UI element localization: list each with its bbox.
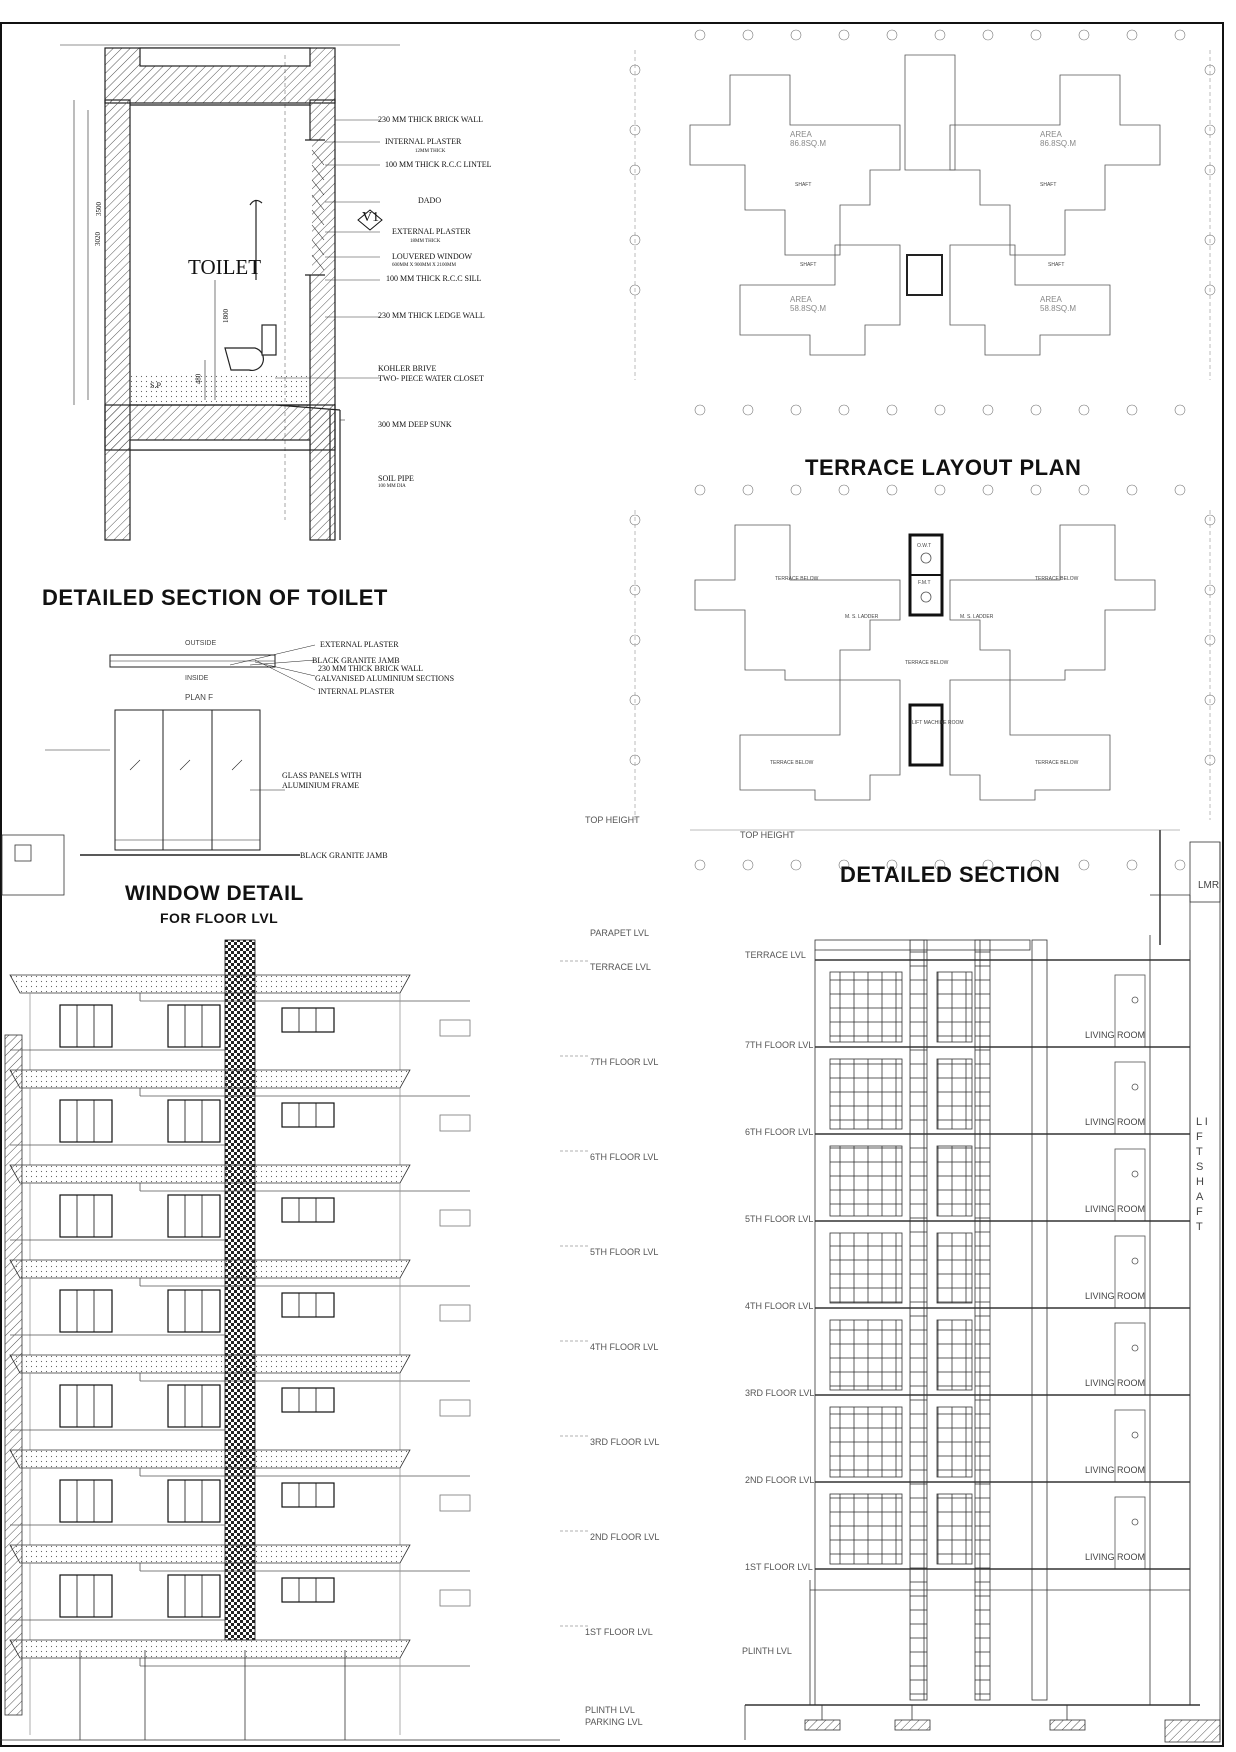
elevation-level-label: TERRACE LVL — [590, 962, 651, 972]
window-note: BLACK GRANITE JAMB — [300, 851, 388, 860]
floor-slab-band — [10, 975, 410, 993]
terrace-plan-lower — [635, 510, 1210, 830]
floor-slab-band — [10, 1165, 410, 1183]
building-section-drawing — [745, 830, 1220, 1742]
elevation-level-label: 4TH FLOOR LVL — [590, 1342, 659, 1352]
elevation-window — [168, 1100, 220, 1142]
elevation-level-label: PLINTH LVL — [585, 1705, 635, 1715]
floor-slab-band — [10, 1260, 410, 1278]
section-level-label: 7TH FLOOR LVL — [745, 1040, 814, 1050]
detailed-section-title: DETAILED SECTION — [840, 862, 1061, 887]
dimension: 1800 — [222, 309, 230, 323]
living-room-label: LIVING ROOM — [1085, 1465, 1146, 1475]
terrace-plan-upper — [635, 50, 1210, 380]
grid-bubbles — [630, 30, 1215, 870]
ladder-label: M. S. LADDER — [960, 614, 994, 620]
terrace-below-label: TERRACE BELOW — [905, 660, 949, 666]
window-note: ALUMINIUM FRAME — [282, 781, 360, 790]
lift-room-label: LIFT MACHINE ROOM — [912, 720, 964, 726]
railing-glass — [440, 1020, 470, 1036]
elevation-window — [282, 1293, 334, 1317]
section-dado-tile — [830, 1320, 902, 1390]
front-elevation-drawing — [0, 940, 590, 1740]
ladder-label: M. S. LADDER — [845, 614, 879, 620]
dimension: 3500 — [95, 202, 103, 216]
window-detail-drawing — [45, 645, 315, 855]
section-level-label: 6TH FLOOR LVL — [745, 1127, 814, 1137]
window-note: BLACK GRANITE JAMB — [312, 656, 400, 665]
toilet-note: 100 MM DIA — [378, 484, 406, 489]
section-dado-tile — [937, 1407, 972, 1477]
living-room-label: LIVING ROOM — [1085, 1291, 1146, 1301]
section-level-label: 5TH FLOOR LVL — [745, 1214, 814, 1224]
terrace-below-label: TERRACE BELOW — [1035, 760, 1079, 766]
section-dado-tile — [830, 1494, 902, 1564]
section-dado-tile — [937, 972, 972, 1042]
window-inside-label: INSIDE — [185, 675, 209, 682]
railing-glass — [440, 1590, 470, 1606]
area-label: AREA 58.8SQ.M — [1040, 295, 1077, 313]
section-level-label: TERRACE LVL — [745, 950, 806, 960]
elevation-window — [168, 1195, 220, 1237]
elevation-level-label: 3RD FLOOR LVL — [590, 1437, 660, 1447]
section-level-label: 1ST FLOOR LVL — [745, 1562, 813, 1572]
toilet-note: 230 MM THICK LEDGE WALL — [378, 311, 485, 320]
railing-glass — [440, 1305, 470, 1321]
toilet-note: 100 MM THICK R.C.C SILL — [386, 274, 482, 283]
floor-slab-band — [10, 1070, 410, 1088]
elevation-window — [168, 1385, 220, 1427]
elevation-window — [60, 1195, 112, 1237]
elevation-level-label: 6TH FLOOR LVL — [590, 1152, 659, 1162]
toilet-note: INTERNAL PLASTER — [385, 137, 462, 146]
terrace-below-label: TERRACE BELOW — [775, 576, 819, 582]
section-dado-tile — [830, 972, 902, 1042]
toilet-room-label: TOILET — [188, 255, 262, 279]
floor-slab-band — [10, 1545, 410, 1563]
section-dado-tile — [937, 1146, 972, 1216]
railing-glass — [440, 1495, 470, 1511]
elevation-level-label: PARKING LVL — [585, 1717, 643, 1727]
section-dado-tile — [937, 1233, 972, 1303]
elevation-window — [168, 1575, 220, 1617]
elevation-window — [60, 1480, 112, 1522]
shaft-label: SHAFT — [800, 262, 817, 268]
window-note: 230 MM THICK BRICK WALL — [318, 664, 424, 673]
elevation-window — [168, 1290, 220, 1332]
toilet-note: 600MM X 900MM X 2100MM — [392, 263, 456, 268]
shaft-label: SHAFT — [1048, 262, 1065, 268]
dimension: 480 — [194, 373, 203, 385]
window-note: INTERNAL PLASTER — [318, 687, 395, 696]
toilet-note: 300 MM DEEP SUNK — [378, 420, 452, 429]
section-dado-tile — [830, 1407, 902, 1477]
toilet-note: 230 MM THICK BRICK WALL — [378, 115, 484, 124]
toilet-note: TWO- PIECE WATER CLOSET — [378, 374, 484, 383]
window-detail-title: WINDOW DETAIL — [125, 882, 304, 905]
section-level-label: PLINTH LVL — [742, 1646, 792, 1656]
elevation-window — [282, 1578, 334, 1602]
railing-glass — [440, 1400, 470, 1416]
elevation-level-label: 7TH FLOOR LVL — [590, 1057, 659, 1067]
section-dado-tile — [830, 1233, 902, 1303]
section-level-label: 2ND FLOOR LVL — [745, 1475, 815, 1485]
living-room-label: LIVING ROOM — [1085, 1378, 1146, 1388]
top-height-label: TOP HEIGHT — [585, 815, 640, 825]
section-dado-tile — [937, 1320, 972, 1390]
floor-slab-band — [10, 1355, 410, 1373]
area-label: AREA 58.8SQ.M — [790, 295, 827, 313]
terrace-below-label: TERRACE BELOW — [770, 760, 814, 766]
elevation-window — [282, 1483, 334, 1507]
toilet-note: DADO — [418, 196, 442, 205]
floor-slab-band — [10, 1640, 410, 1658]
living-room-label: LIVING ROOM — [1085, 1117, 1146, 1127]
railing-glass — [440, 1210, 470, 1226]
window-outside-label: OUTSIDE — [185, 640, 217, 647]
toilet-note: SOIL PIPE — [378, 474, 414, 483]
section-dado-tile — [830, 1059, 902, 1129]
toilet-note: 100 MM THICK R.C.C LINTEL — [385, 160, 492, 169]
section-dado-tile — [937, 1059, 972, 1129]
elevation-window — [60, 1575, 112, 1617]
elevation-window — [168, 1005, 220, 1047]
elevation-window — [60, 1100, 112, 1142]
section-dado-tile — [937, 1494, 972, 1564]
terrace-plan-title: TERRACE LAYOUT PLAN — [805, 455, 1082, 480]
toilet-note: EXTERNAL PLASTER — [392, 227, 471, 236]
section-level-label: 4TH FLOOR LVL — [745, 1301, 814, 1311]
elevation-level-label: 2ND FLOOR LVL — [590, 1532, 660, 1542]
elevation-window — [60, 1290, 112, 1332]
toilet-section-title: DETAILED SECTION OF TOILET — [42, 585, 388, 610]
toilet-note: KOHLER BRIVE — [378, 364, 437, 373]
railing-glass — [440, 1115, 470, 1131]
window-detail-subtitle: FOR FLOOR LVL — [160, 910, 279, 926]
top-height-label: TOP HEIGHT — [740, 830, 795, 840]
toilet-note: LOUVERED WINDOW — [392, 252, 473, 261]
window-note: GALVANISED ALUMINIUM SECTIONS — [315, 674, 455, 683]
lift-shaft-label: L I F T S H A F T — [1196, 1116, 1208, 1233]
elevation-level-label: PARAPET LVL — [590, 928, 650, 938]
toilet-note: 18MM THICK — [410, 239, 441, 244]
owt-label: O.W.T — [917, 543, 932, 549]
toilet-section-drawing — [60, 45, 400, 540]
area-label: AREA 86.8SQ.M — [790, 130, 827, 148]
window-note: GLASS PANELS WITH — [282, 771, 362, 780]
section-dado-tile — [830, 1146, 902, 1216]
elevation-window — [282, 1103, 334, 1127]
section-level-label: 3RD FLOOR LVL — [745, 1388, 815, 1398]
elevation-left-box — [2, 835, 64, 895]
living-room-label: LIVING ROOM — [1085, 1204, 1146, 1214]
floor-slab-band — [10, 1450, 410, 1468]
elevation-window — [282, 1388, 334, 1412]
living-room-label: LIVING ROOM — [1085, 1030, 1146, 1040]
shaft-label: SHAFT — [1040, 182, 1057, 188]
fmt-label: F.M.T — [918, 580, 931, 586]
dimension: 3020 — [94, 232, 102, 246]
elevation-window — [60, 1385, 112, 1427]
sp-label: S.P — [150, 381, 161, 390]
toilet-note: 12MM THICK — [415, 149, 446, 154]
v1-tag: V1 — [362, 210, 380, 225]
window-plan-label: PLAN F — [185, 693, 214, 702]
terrace-below-label: TERRACE BELOW — [1035, 576, 1079, 582]
area-label: AREA 86.8SQ.M — [1040, 130, 1077, 148]
lmr-label: LMR — [1198, 880, 1220, 891]
elevation-level-label: 1ST FLOOR LVL — [585, 1627, 653, 1637]
window-note: EXTERNAL PLASTER — [320, 640, 399, 649]
living-room-label: LIVING ROOM — [1085, 1552, 1146, 1562]
elevation-level-label: 5TH FLOOR LVL — [590, 1247, 659, 1257]
elevation-window — [282, 1008, 334, 1032]
elevation-window — [168, 1480, 220, 1522]
elevation-window — [60, 1005, 112, 1047]
elevation-window — [282, 1198, 334, 1222]
shaft-label: SHAFT — [795, 182, 812, 188]
